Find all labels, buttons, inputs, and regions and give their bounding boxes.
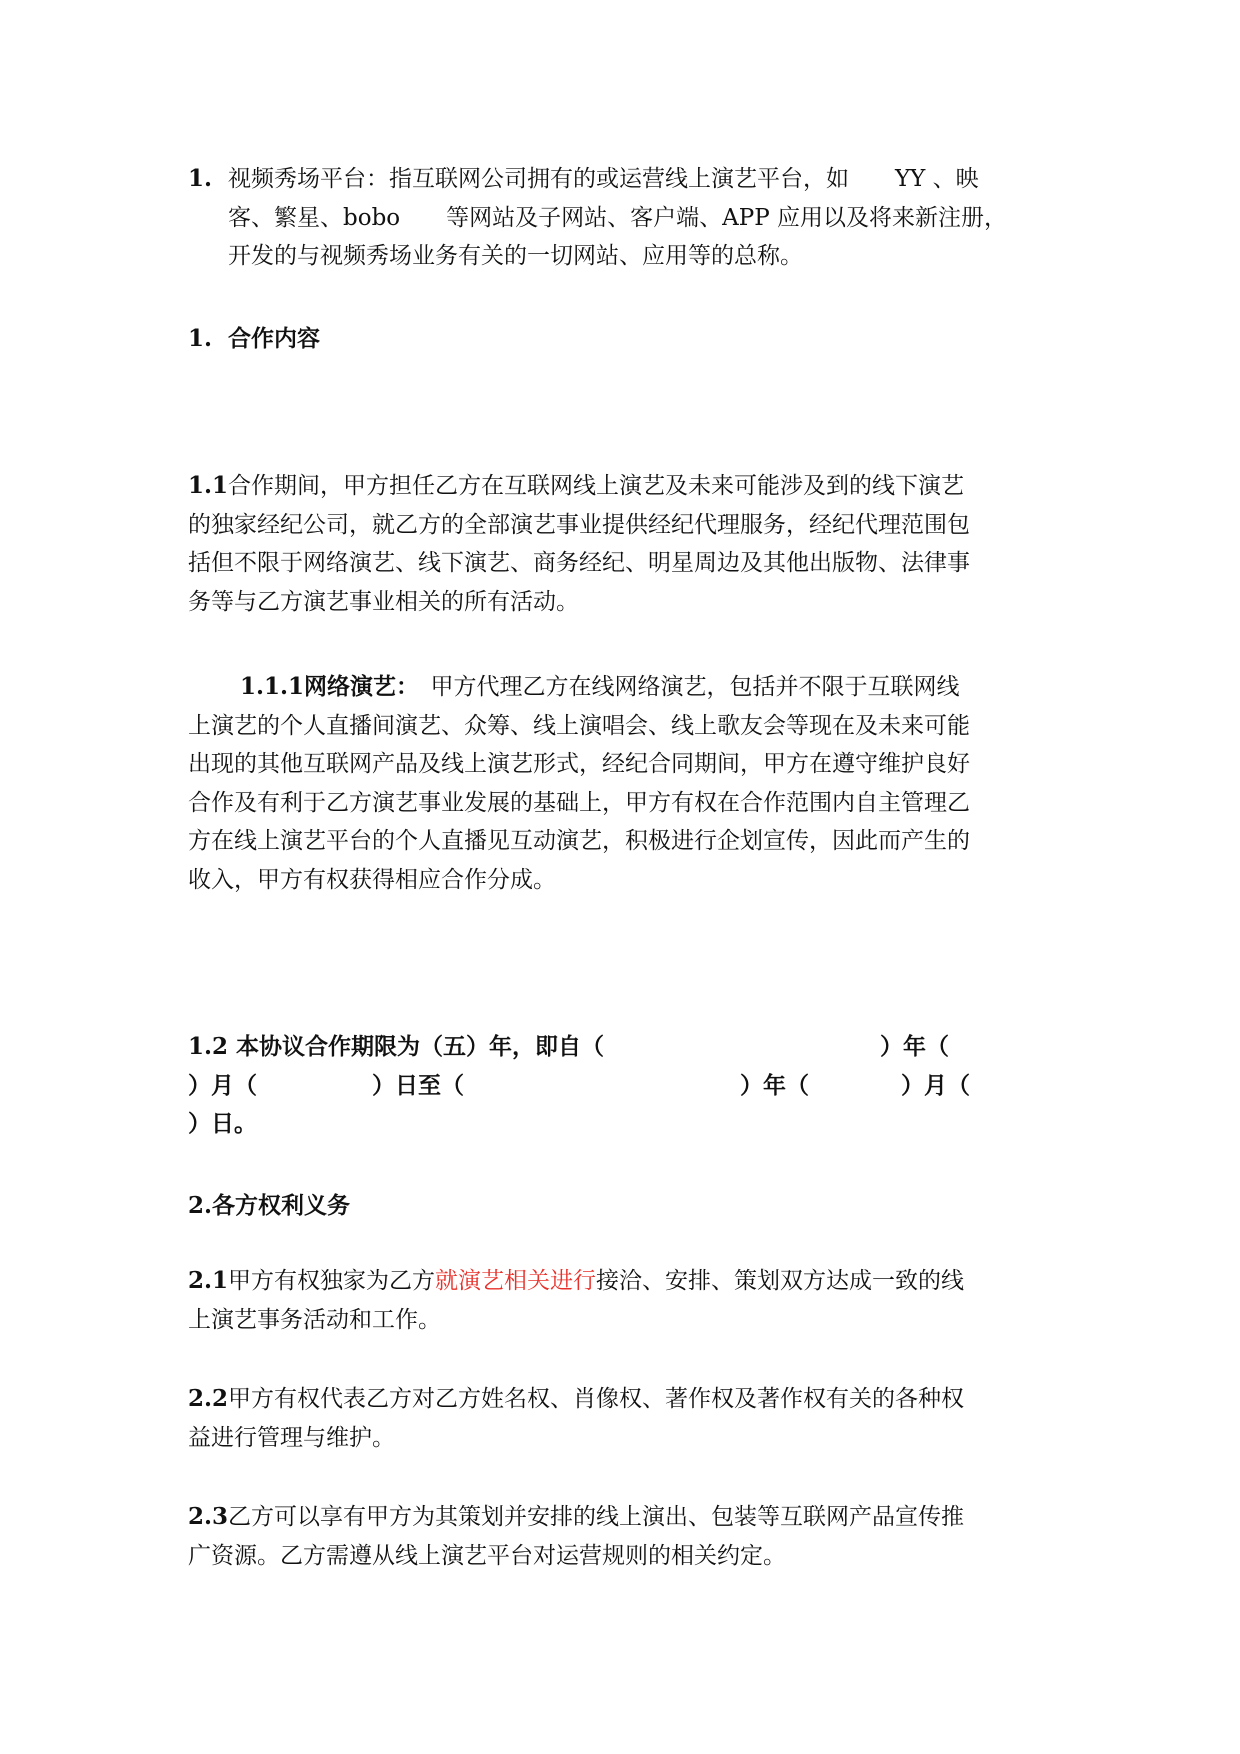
text-line: ）日。 bbox=[188, 1110, 257, 1137]
text-segment: 甲方有权独家为乙方 bbox=[228, 1268, 436, 1294]
section-title: 合作内容 bbox=[228, 325, 320, 352]
text-line: 出现的其他互联网产品及线上演艺形式，经纪合同期间，甲方在遵守维护良好 bbox=[188, 751, 970, 777]
clause-number: 1.1 bbox=[188, 472, 229, 499]
highlighted-text: 就演艺相关进行 bbox=[435, 1268, 597, 1294]
text-line: 客、繁星、bobo 等网站及子网站、客户端、APP 应用以及将来新注册， bbox=[228, 204, 1008, 231]
text-line: 广资源。乙方需遵从线上演艺平台对运营规则的相关约定。 bbox=[188, 1542, 786, 1569]
text-line: 括但不限于网络演艺、线下演艺、商务经纪、明星周边及其他出版物、法律事 bbox=[188, 550, 970, 576]
text-line: ）月（ ）日至（ ）年（ ）月（ bbox=[188, 1071, 970, 1099]
clause-1-1 bbox=[188, 467, 1040, 621]
item-number: 1. bbox=[188, 165, 213, 192]
text-line: 开发的与视频秀场业务有关的一切网站、应用等的总称。 bbox=[228, 243, 803, 269]
text-line: 乙方可以享有甲方为其策划并安排的线上演出、包装等互联网产品宣传推 bbox=[228, 1504, 965, 1530]
text-line: 甲方代理乙方在线网络演艺，包括并不限于互联网线 bbox=[407, 674, 960, 700]
clause-2-2 bbox=[188, 1380, 1040, 1457]
text-line: 合作及有利于乙方演艺事业发展的基础上，甲方有权在合作范围内自主管理乙 bbox=[188, 789, 970, 816]
section-number: 1. bbox=[188, 325, 213, 352]
text-line: 甲方有权代表乙方对乙方姓名权、肖像权、著作权及著作权有关的各种权 bbox=[228, 1386, 965, 1412]
clause-1-2-term bbox=[188, 1028, 1040, 1144]
section-heading-rights bbox=[188, 1187, 1040, 1226]
clause-number: 1.1.1 bbox=[240, 673, 305, 700]
text-line: 上演艺的个人直播间演艺、众筹、线上演唱会、线上歌友会等现在及未来可能 bbox=[188, 712, 970, 739]
text-line: 合作期间，甲方担任乙方在互联网线上演艺及未来可能涉及到的线下演艺 bbox=[228, 473, 965, 499]
text-line: 视频秀场平台：指互联网公司拥有的或运营线上演艺平台，如 YY 、映 bbox=[228, 166, 979, 192]
text-line: 方在线上演艺平台的个人直播见互动演艺，积极进行企划宣传，因此而产生的 bbox=[188, 828, 970, 854]
definition-video-platform bbox=[188, 160, 1040, 276]
text-line: 上演艺事务活动和工作。 bbox=[188, 1306, 441, 1333]
clause-1-1-1 bbox=[188, 668, 1040, 899]
clause-label: 网络演艺： bbox=[304, 673, 408, 700]
text-segment: 接洽、安排、策划双方达成一致的线 bbox=[596, 1268, 965, 1294]
text-line: 务等与乙方演艺事业相关的所有活动。 bbox=[188, 588, 579, 615]
text-line: 的独家经纪公司，就乙方的全部演艺事业提供经纪代理服务，经纪代理范围包 bbox=[188, 511, 970, 538]
section-title: 2.各方权利义务 bbox=[188, 1192, 351, 1219]
clause-number: 2.3 bbox=[188, 1503, 229, 1530]
section-heading-cooperation bbox=[188, 320, 1040, 359]
clause-number: 2.2 bbox=[188, 1385, 229, 1412]
clause-2-1 bbox=[188, 1262, 1040, 1339]
text-line: 收入，甲方有权获得相应合作分成。 bbox=[188, 866, 556, 893]
clause-number: 2.1 bbox=[188, 1267, 229, 1294]
clause-2-3 bbox=[188, 1498, 1040, 1575]
text-line: 益进行管理与维护。 bbox=[188, 1424, 395, 1451]
text-line: 1.2 本协议合作期限为（五）年，即自（ ）年（ bbox=[188, 1033, 950, 1060]
